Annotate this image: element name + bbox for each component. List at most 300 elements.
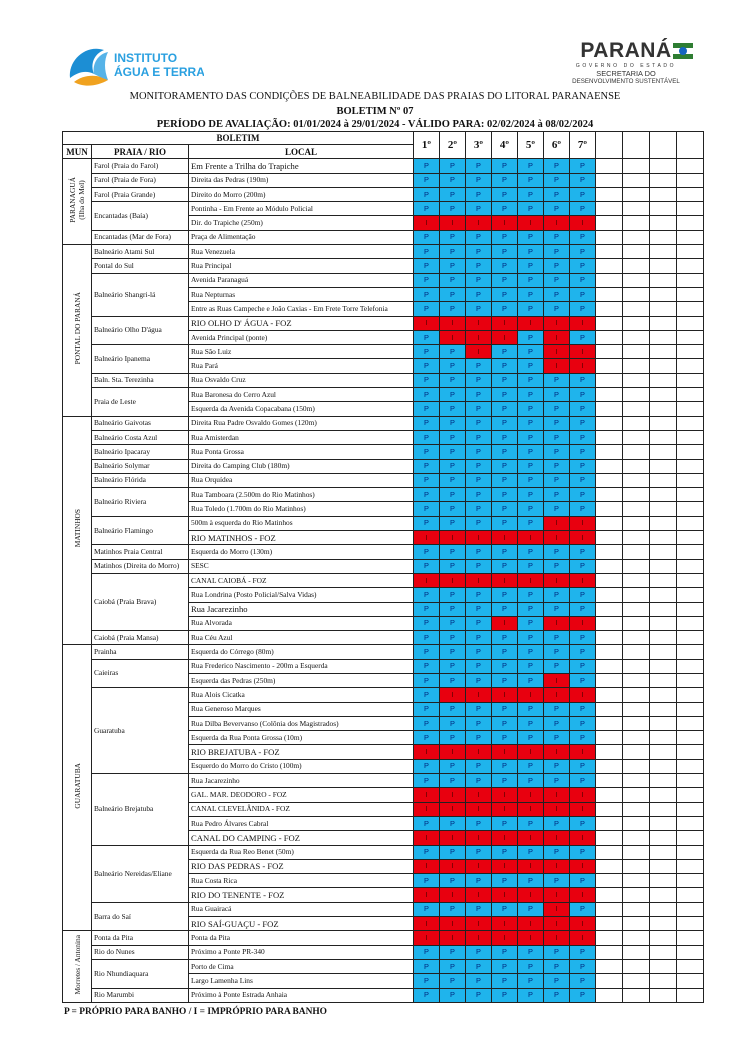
boletim-header: BOLETIM	[63, 132, 414, 145]
status-day-7: P	[570, 673, 596, 687]
empty-cell	[677, 974, 704, 988]
empty-cell	[677, 245, 704, 259]
empty-cell	[596, 802, 623, 816]
status-day-6: I	[544, 216, 570, 230]
praia-cell: Encantadas (Mar de Fora)	[92, 230, 189, 244]
status-day-4: P	[492, 402, 518, 416]
status-day-3: P	[466, 473, 492, 487]
status-day-4: P	[492, 202, 518, 216]
empty-cell	[623, 187, 650, 201]
status-day-3: P	[466, 159, 492, 173]
status-day-4: P	[492, 416, 518, 430]
status-day-6: P	[544, 702, 570, 716]
praia-cell: Balneário Ipacaray	[92, 445, 189, 459]
status-day-2: P	[440, 230, 466, 244]
status-day-4: P	[492, 759, 518, 773]
status-day-6: I	[544, 917, 570, 931]
status-day-4: P	[492, 602, 518, 616]
empty-cell	[677, 902, 704, 916]
empty-cell	[596, 931, 623, 945]
municipality-cell	[63, 645, 92, 931]
empty-cell	[677, 831, 704, 845]
praia-cell: Farol (Praia Grande)	[92, 187, 189, 201]
status-day-4: I	[492, 788, 518, 802]
status-day-5: P	[518, 545, 544, 559]
status-day-4: P	[492, 259, 518, 273]
empty-cell	[623, 845, 650, 859]
empty-cell	[623, 974, 650, 988]
status-day-1: P	[414, 302, 440, 316]
status-day-3: P	[466, 616, 492, 630]
empty-cell	[677, 702, 704, 716]
empty-cell	[623, 902, 650, 916]
empty-cell	[596, 502, 623, 516]
status-day-6: P	[544, 259, 570, 273]
status-day-1: P	[414, 273, 440, 287]
local-cell: Rua Venezuela	[189, 245, 414, 259]
status-day-7: P	[570, 702, 596, 716]
status-day-5: P	[518, 759, 544, 773]
status-day-2: I	[440, 888, 466, 902]
status-day-2: P	[440, 816, 466, 830]
table-row	[63, 516, 704, 530]
status-day-2: P	[440, 716, 466, 730]
table-row	[63, 230, 704, 244]
status-day-3: P	[466, 373, 492, 387]
status-day-3: P	[466, 245, 492, 259]
status-day-7: P	[570, 631, 596, 645]
status-day-7: P	[570, 945, 596, 959]
status-day-5: P	[518, 616, 544, 630]
local-cell: Esquerda da Avenida Copacabana (150m)	[189, 402, 414, 416]
empty-cell	[677, 516, 704, 530]
status-day-6: P	[544, 373, 570, 387]
status-day-6: I	[544, 531, 570, 545]
empty-cell	[650, 531, 677, 545]
empty-cell	[596, 759, 623, 773]
empty-cell	[596, 316, 623, 330]
status-day-4: P	[492, 874, 518, 888]
empty-cell	[623, 402, 650, 416]
local-cell: Dir. do Trapiche (250m)	[189, 216, 414, 230]
status-day-7: I	[570, 931, 596, 945]
status-day-1: P	[414, 845, 440, 859]
status-day-5: P	[518, 902, 544, 916]
local-cell: Rua Generoso Marques	[189, 702, 414, 716]
status-day-4: P	[492, 816, 518, 830]
empty-cell	[623, 516, 650, 530]
status-day-5: P	[518, 845, 544, 859]
status-day-3: I	[466, 831, 492, 845]
empty-cell	[650, 302, 677, 316]
status-day-3: P	[466, 416, 492, 430]
status-day-6: I	[544, 859, 570, 873]
status-day-2: P	[440, 559, 466, 573]
status-day-7: P	[570, 874, 596, 888]
empty-cell	[596, 416, 623, 430]
local-cell: RIO SAÍ-GUAÇU - FOZ	[189, 917, 414, 931]
status-day-4: P	[492, 345, 518, 359]
empty-cell	[677, 631, 704, 645]
table-row	[63, 459, 704, 473]
status-day-3: P	[466, 388, 492, 402]
status-day-4: P	[492, 774, 518, 788]
status-day-5: P	[518, 159, 544, 173]
empty-cell	[650, 616, 677, 630]
status-day-7: I	[570, 573, 596, 587]
status-day-1: I	[414, 316, 440, 330]
empty-cell	[677, 159, 704, 173]
empty-cell	[623, 173, 650, 187]
empty-cell	[677, 302, 704, 316]
status-day-2: P	[440, 359, 466, 373]
empty-cell	[623, 816, 650, 830]
status-day-1: P	[414, 974, 440, 988]
local-cell: 500m à esquerda do Rio Matinhos	[189, 516, 414, 530]
praia-cell: Balneário Flórida	[92, 473, 189, 487]
status-day-4: P	[492, 716, 518, 730]
empty-cell	[650, 173, 677, 187]
empty-cell	[623, 230, 650, 244]
status-day-3: I	[466, 345, 492, 359]
status-day-3: P	[466, 774, 492, 788]
status-day-6: I	[544, 888, 570, 902]
praia-cell: Baln. Sta. Terezinha	[92, 373, 189, 387]
status-day-7: I	[570, 831, 596, 845]
table-row	[63, 659, 704, 673]
empty-cell	[650, 688, 677, 702]
local-cell: Entre as Ruas Campeche e João Caxias - Em Frete Torre Telefonia	[189, 302, 414, 316]
table-row	[63, 259, 704, 273]
local-cell: Rua Alois Cicatka	[189, 688, 414, 702]
local-cell: RIO DO TENENTE - FOZ	[189, 888, 414, 902]
empty-cell	[596, 345, 623, 359]
praia-cell: Balneário Costa Azul	[92, 430, 189, 444]
balneability-table	[62, 131, 704, 1003]
local-cell: Próximo a Ponte PR-340	[189, 945, 414, 959]
status-day-7: P	[570, 602, 596, 616]
empty-cell	[596, 816, 623, 830]
status-day-4: P	[492, 731, 518, 745]
status-day-7: P	[570, 273, 596, 287]
status-day-3: I	[466, 802, 492, 816]
praia-cell: Matinhos Praia Central	[92, 545, 189, 559]
status-day-2: I	[440, 573, 466, 587]
status-day-6: P	[544, 545, 570, 559]
empty-cell	[677, 616, 704, 630]
empty-cell	[650, 388, 677, 402]
empty-cell	[677, 259, 704, 273]
status-day-7: I	[570, 745, 596, 759]
status-day-2: P	[440, 173, 466, 187]
status-day-7: P	[570, 459, 596, 473]
local-cell: Esquerda da Rua Reo Benet (50m)	[189, 845, 414, 859]
day-header-6: 6º	[544, 132, 570, 159]
empty-cell	[623, 959, 650, 973]
status-day-6: P	[544, 816, 570, 830]
status-day-3: I	[466, 316, 492, 330]
status-day-3: P	[466, 874, 492, 888]
status-day-2: I	[440, 931, 466, 945]
status-day-3: P	[466, 516, 492, 530]
table-row	[63, 273, 704, 287]
empty-cell	[677, 202, 704, 216]
empty-cell	[623, 216, 650, 230]
empty-cell	[596, 659, 623, 673]
status-day-7: P	[570, 373, 596, 387]
empty-cell	[650, 345, 677, 359]
status-day-2: P	[440, 345, 466, 359]
status-day-5: P	[518, 874, 544, 888]
empty-cell	[596, 173, 623, 187]
status-day-2: I	[440, 802, 466, 816]
status-day-7: I	[570, 345, 596, 359]
status-day-4: I	[492, 330, 518, 344]
empty-cell	[623, 330, 650, 344]
status-day-1: P	[414, 187, 440, 201]
status-day-1: I	[414, 745, 440, 759]
empty-cell	[677, 816, 704, 830]
empty-cell	[623, 302, 650, 316]
local-cell: RIO DAS PEDRAS - FOZ	[189, 859, 414, 873]
empty-cell	[677, 531, 704, 545]
status-day-1: P	[414, 202, 440, 216]
status-day-7: I	[570, 216, 596, 230]
status-day-2: P	[440, 159, 466, 173]
empty-cell	[596, 459, 623, 473]
status-day-3: P	[466, 545, 492, 559]
status-day-3: P	[466, 287, 492, 301]
status-day-2: P	[440, 974, 466, 988]
status-day-1: P	[414, 516, 440, 530]
status-day-2: P	[440, 902, 466, 916]
extra-header-4	[677, 132, 704, 159]
status-day-4: P	[492, 187, 518, 201]
status-day-5: P	[518, 273, 544, 287]
local-cell: Rua Alvorada	[189, 616, 414, 630]
mun-header: MUN	[63, 145, 92, 159]
status-day-3: P	[466, 988, 492, 1002]
empty-cell	[677, 673, 704, 687]
empty-cell	[623, 745, 650, 759]
status-day-3: P	[466, 631, 492, 645]
status-day-5: P	[518, 816, 544, 830]
empty-cell	[650, 716, 677, 730]
empty-cell	[650, 774, 677, 788]
status-day-2: P	[440, 459, 466, 473]
municipality-cell	[63, 931, 92, 1002]
status-day-7: P	[570, 588, 596, 602]
empty-cell	[677, 416, 704, 430]
empty-cell	[596, 531, 623, 545]
empty-cell	[623, 416, 650, 430]
status-day-2: P	[440, 516, 466, 530]
status-day-3: P	[466, 645, 492, 659]
status-day-4: P	[492, 445, 518, 459]
local-cell: Rua Nepturnas	[189, 287, 414, 301]
status-day-1: P	[414, 816, 440, 830]
empty-cell	[650, 917, 677, 931]
empty-cell	[650, 202, 677, 216]
status-day-5: P	[518, 287, 544, 301]
status-day-1: P	[414, 473, 440, 487]
empty-cell	[596, 202, 623, 216]
status-day-6: P	[544, 959, 570, 973]
status-day-4: P	[492, 287, 518, 301]
praia-cell: Balneário Gaivotas	[92, 416, 189, 430]
status-day-5: P	[518, 588, 544, 602]
status-day-6: P	[544, 245, 570, 259]
local-cell: Rua Jacarezinho	[189, 774, 414, 788]
status-day-7: I	[570, 917, 596, 931]
empty-cell	[650, 373, 677, 387]
empty-cell	[596, 988, 623, 1002]
local-cell: Porto de Cima	[189, 959, 414, 973]
empty-cell	[650, 959, 677, 973]
table-row	[63, 445, 704, 459]
status-day-1: P	[414, 959, 440, 973]
status-day-5: P	[518, 202, 544, 216]
status-day-4: P	[492, 488, 518, 502]
status-day-2: P	[440, 659, 466, 673]
status-day-3: P	[466, 602, 492, 616]
status-day-2: P	[440, 702, 466, 716]
status-day-6: P	[544, 302, 570, 316]
municipality-cell	[63, 159, 92, 245]
status-day-4: P	[492, 645, 518, 659]
status-day-6: P	[544, 473, 570, 487]
status-day-4: I	[492, 316, 518, 330]
status-day-1: I	[414, 859, 440, 873]
status-day-7: P	[570, 716, 596, 730]
status-day-5: P	[518, 445, 544, 459]
praia-cell: Balneário Shangri-lá	[92, 273, 189, 316]
empty-cell	[650, 316, 677, 330]
empty-cell	[650, 845, 677, 859]
table-row	[63, 388, 704, 402]
status-day-4: P	[492, 845, 518, 859]
status-day-5: I	[518, 802, 544, 816]
empty-cell	[677, 502, 704, 516]
empty-cell	[623, 359, 650, 373]
empty-cell	[596, 731, 623, 745]
local-cell: Rua Toledo (1.700m do Rio Matinhos)	[189, 502, 414, 516]
empty-cell	[650, 945, 677, 959]
status-day-4: I	[492, 616, 518, 630]
status-day-3: I	[466, 330, 492, 344]
empty-cell	[677, 588, 704, 602]
status-day-6: I	[544, 330, 570, 344]
status-day-5: P	[518, 402, 544, 416]
empty-cell	[677, 645, 704, 659]
table-row	[63, 902, 704, 916]
status-day-3: P	[466, 731, 492, 745]
municipality-label: MATINHOS	[72, 509, 82, 548]
status-day-1: P	[414, 673, 440, 687]
empty-cell	[677, 187, 704, 201]
status-day-7: I	[570, 516, 596, 530]
empty-cell	[623, 373, 650, 387]
status-day-5: P	[518, 373, 544, 387]
status-day-3: P	[466, 559, 492, 573]
local-cell: Próximo à Ponte Estrada Anhaia	[189, 988, 414, 1002]
status-day-4: P	[492, 245, 518, 259]
status-day-3: P	[466, 488, 492, 502]
status-day-3: P	[466, 759, 492, 773]
empty-cell	[650, 902, 677, 916]
status-day-4: P	[492, 974, 518, 988]
status-day-7: P	[570, 202, 596, 216]
table-row	[63, 430, 704, 444]
status-day-6: I	[544, 831, 570, 845]
status-day-5: I	[518, 931, 544, 945]
empty-cell	[677, 874, 704, 888]
praia-cell: Prainha	[92, 645, 189, 659]
status-day-5: P	[518, 230, 544, 244]
local-cell: Rua Principal	[189, 259, 414, 273]
status-day-2: P	[440, 874, 466, 888]
status-day-1: P	[414, 159, 440, 173]
table-row	[63, 545, 704, 559]
empty-cell	[623, 559, 650, 573]
praia-cell: Ponta da Pita	[92, 931, 189, 945]
empty-cell	[623, 645, 650, 659]
local-cell: Rua Pedro Álvares Cabral	[189, 816, 414, 830]
status-day-3: I	[466, 788, 492, 802]
empty-cell	[677, 473, 704, 487]
status-day-2: P	[440, 645, 466, 659]
status-day-6: P	[544, 659, 570, 673]
status-day-2: I	[440, 531, 466, 545]
empty-cell	[650, 559, 677, 573]
status-day-6: P	[544, 273, 570, 287]
empty-cell	[596, 645, 623, 659]
table-row	[63, 688, 704, 702]
status-day-5: I	[518, 788, 544, 802]
empty-cell	[650, 759, 677, 773]
empty-cell	[677, 459, 704, 473]
empty-cell	[677, 230, 704, 244]
local-cell: Avenida Principal (ponte)	[189, 330, 414, 344]
status-day-1: I	[414, 531, 440, 545]
status-day-5: P	[518, 330, 544, 344]
empty-cell	[623, 573, 650, 587]
status-day-2: I	[440, 330, 466, 344]
empty-cell	[650, 245, 677, 259]
status-day-5: I	[518, 531, 544, 545]
empty-cell	[677, 731, 704, 745]
status-day-2: P	[440, 273, 466, 287]
table-row	[63, 473, 704, 487]
empty-cell	[623, 716, 650, 730]
status-day-7: I	[570, 888, 596, 902]
empty-cell	[596, 917, 623, 931]
local-cell: CANAL CLEVELÂNIDA - FOZ	[189, 802, 414, 816]
empty-cell	[677, 788, 704, 802]
empty-cell	[677, 745, 704, 759]
status-day-3: P	[466, 902, 492, 916]
table-row	[63, 774, 704, 788]
empty-cell	[596, 545, 623, 559]
instituto-agua-e-terra-logo	[64, 40, 204, 90]
empty-cell	[596, 287, 623, 301]
empty-cell	[596, 688, 623, 702]
empty-cell	[650, 802, 677, 816]
local-cell: Direita Rua Padre Osvaldo Gomes (120m)	[189, 416, 414, 430]
empty-cell	[650, 659, 677, 673]
empty-cell	[677, 430, 704, 444]
status-day-2: P	[440, 416, 466, 430]
